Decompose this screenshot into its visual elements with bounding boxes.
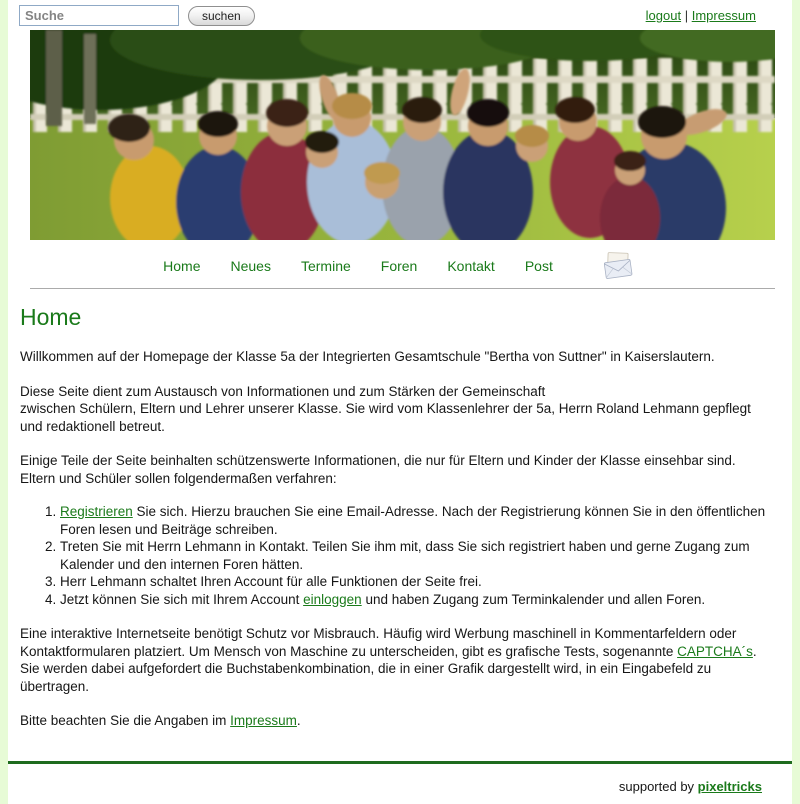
nav-item-post[interactable]: Post [524,258,553,274]
list-item-text: und haben Zugang zum Terminkalender und allen Foren. [361,591,706,607]
top-bar [8,0,792,28]
nav-divider [30,288,775,289]
impressum-text-pre: Bitte beachten Sie die Angaben im [20,713,231,728]
protected-info-text: Einige Teile der Seite beinhalten schützenswerte Informationen, die nur für Eltern und Kinder der Klasse einsehbar sind. Eltern und Schüler sollen folgendermaßen verfahren: [20,453,736,486]
list-item [60,591,766,609]
list-item-text: Sie sich. Hierzu brauchen Sie eine Email-Adresse. Nach der Registrierung können Sie in den öffentlichen Foren lesen und Beiträge schreiben. [60,504,766,537]
impressum-text-post: . [296,713,301,728]
captcha-text-post: . Sie werden dabei aufgefordert die Buchstabenkombination, die in einer Grafik dargestellt wird, in ein Eingabefeld zu übertragen. [20,643,757,694]
purpose-paragraph [20,383,766,436]
welcome-paragraph [20,348,766,366]
footer [8,764,792,804]
nav-item-home[interactable]: Home [163,258,201,274]
supported-by-text: supported by [618,778,698,794]
nav-item-foren[interactable]: Foren [380,258,418,274]
nav-item-kontakt[interactable]: Kontakt [447,258,495,274]
list-item-text: Jetzt können Sie sich mit Ihrem Account [60,591,304,607]
envelope-icon[interactable] [599,251,637,281]
header-photo [30,30,792,240]
search-button[interactable]: suchen [188,6,255,26]
main-nav [8,240,792,288]
top-links-separator: | [684,8,689,23]
purpose-line1: Diese Seite dient zum Austausch von Informationen und zum Stärken der Gemeinschaft [20,383,546,399]
list-item [60,573,766,591]
main-content [8,303,792,730]
purpose-rest: zwischen Schülern, Eltern und Lehrer unserer Klasse. Sie wird vom Klassenlehrer der 5a, Herrn Roland Lehmann gepflegt und redaktionell betreut. [20,401,751,434]
captcha-text-pre: Eine interaktive Internetseite benötigt Schutz vor Misbrauch. Häufig wird Werbung maschinell in Kommentarfeldern oder Kontaktformularen platziert. Um Mensch von Maschine zu unterscheiden, gibt es grafische Tests, sogenannte [20,626,737,659]
pixeltricks-link[interactable]: pixeltricks [697,778,762,794]
captcha-link[interactable]: CAPTCHA´s [677,643,753,659]
nav-item-termine[interactable]: Termine [300,258,351,274]
registrieren-link[interactable]: Registrieren [60,504,133,519]
page-title: Home [20,304,82,330]
protected-info-paragraph [20,452,766,487]
page-container [8,0,792,804]
impressum-paragraph [20,712,766,730]
logout-link[interactable]: logout [645,8,682,23]
header-photo-graphic [30,30,775,240]
list-item [60,538,766,573]
einloggen-link[interactable]: einloggen [303,591,362,607]
impressum-link-top[interactable]: Impressum [691,8,756,23]
instructions-list [20,503,766,608]
list-item-text: Treten Sie mit Herrn Lehmann in Kontakt. Teilen Sie ihm mit, dass Sie sich registriert haben und gerne Zugang zum Kalender und den internen Foren hätten. [60,539,750,572]
list-item-text: Herr Lehmann schaltet Ihren Account für alle Funktionen der Seite frei. [60,574,482,589]
search-input[interactable] [19,5,179,26]
captcha-paragraph [20,625,766,695]
nav-item-neues[interactable]: Neues [230,258,271,274]
list-item [60,503,766,538]
top-links [646,8,756,23]
welcome-text: Willkommen auf der Homepage der Klasse 5a der Integrierten Gesamtschule "Bertha von Suttner" in Kaiserslautern. [20,349,715,364]
impressum-link-body[interactable]: Impressum [230,713,297,728]
